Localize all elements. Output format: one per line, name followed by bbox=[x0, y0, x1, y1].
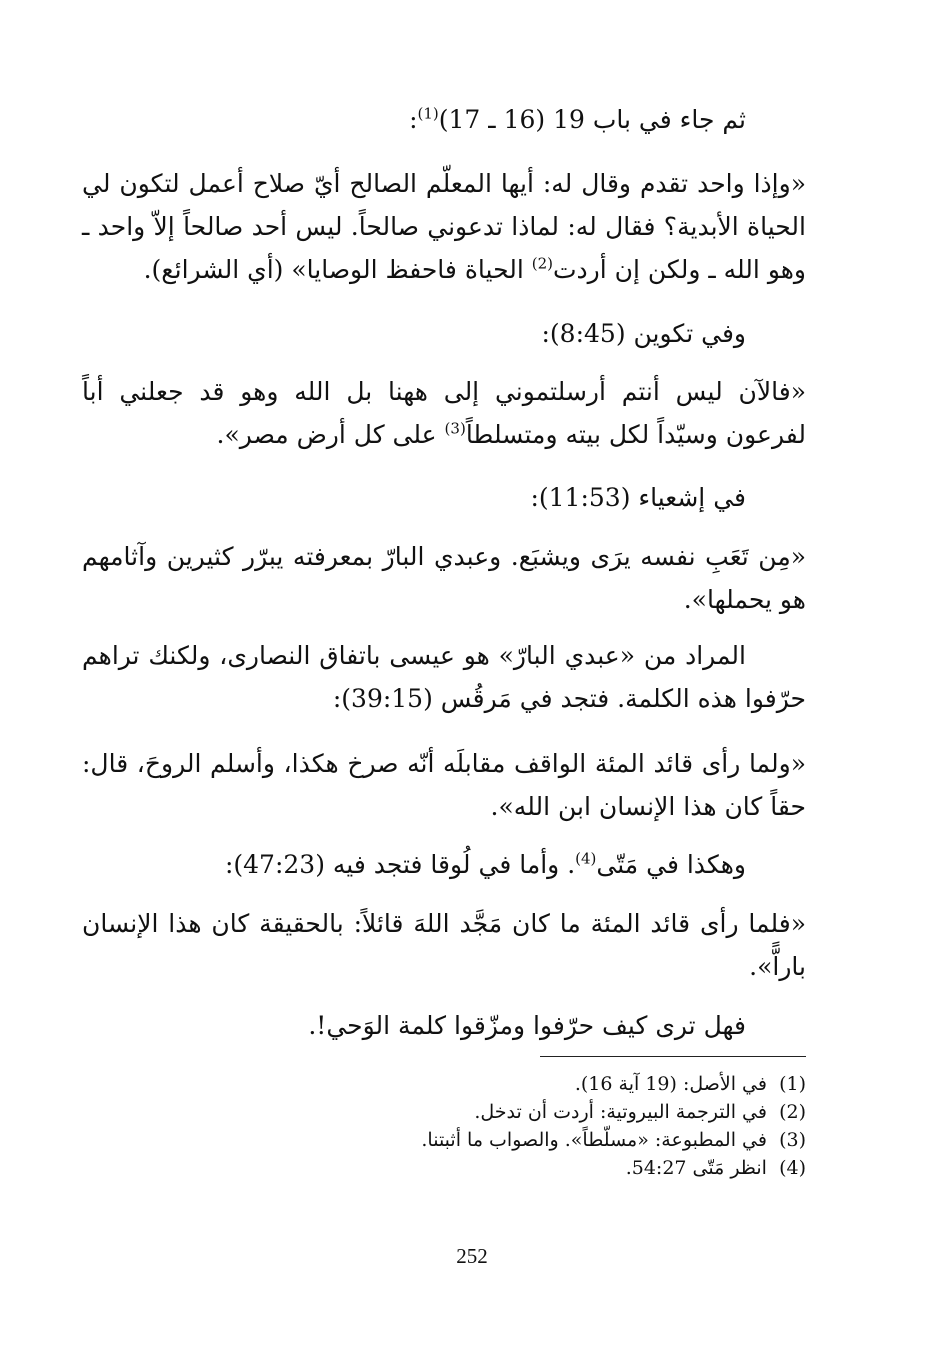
paragraph-isaiah: في إشعياء (11:53): bbox=[530, 483, 746, 512]
quote-paragraph-4: «ولما رأى قائد المئة الواقف مقابلَه أنّه صرخ هكذا، وأسلم الروحَ، قال: حقاً كان هذا الإنسان ابن الله». bbox=[82, 749, 806, 821]
quote-paragraph-5: «فلما رأى قائد المئة ما كان مَجَّد اللهَ قائلاً: بالحقيقة كان هذا الإنسان باراًّ». bbox=[82, 909, 806, 981]
footnotes bbox=[300, 1070, 806, 1182]
footnote-4: (4) انظر مَتّى 54:27. bbox=[625, 1157, 806, 1179]
footnote-2: (2) في الترجمة البيروتية: أردت أن تدخل. bbox=[474, 1101, 806, 1123]
footnote-separator bbox=[540, 1056, 806, 1057]
footnote-3: (3) في المطبوعة: «مسلّطاً». والصواب ما أثبتنا. bbox=[421, 1129, 806, 1151]
quote-paragraph-2: «فالآن ليس أنتم أرسلتموني إلى ههنا بل الله وهو قد جعلني أباً لفرعون وسيّداً لكل بيته ومتسلطاً$^{(3)}$ على كل أرض مصر». bbox=[82, 377, 806, 449]
paragraph-1: ثم جاء في باب 19 (16 ـ 17)$^{(1)}$: bbox=[409, 104, 746, 134]
page-number: 252 bbox=[456, 1244, 488, 1268]
paragraph-commentary: المراد من «عبدي البارّ» هو عيسى باتفاق النصارى، ولكنك تراهم حرّفوا هذه الكلمة. فتجد في مَرقُس (39:15): bbox=[82, 641, 806, 713]
paragraph-conclusion: فهل ترى كيف حرّفوا ومزّقوا كلمة الوَحي!. bbox=[308, 1011, 746, 1040]
paragraph-matthew-luke: وهكذا في مَتّى$^{(4)}$. وأما في لُوقا فتجد فيه (47:23): bbox=[224, 849, 746, 879]
footnote-ref-1: (1) bbox=[417, 104, 439, 123]
footnote-1: (1) في الأصل: (19 آية 16). bbox=[574, 1073, 806, 1095]
footnote-ref-4: (4) bbox=[575, 849, 597, 868]
quote-paragraph-1: «وإذا واحد تقدم وقال له: أيها المعلّم الصالح أيّ صلاح أعمل لتكون لي الحياة الأبدية؟ فقال له: لماذا تدعوني صالحاً. ليس أحد صالحاً إلاّ واحد ـ وهو الله ـ ولكن إن أردت$^{(2)}$ الحياة فاحفظ الوصايا» (أي الشرائع). bbox=[82, 169, 806, 284]
footnote-ref-2: (2) bbox=[531, 254, 553, 273]
quote-paragraph-3: «مِن تَعَبِ نفسه يرَى ويشبَع. وعبدي البارّ بمعرفته يبرّر كثيرين وآثامهم هو يحملها». bbox=[82, 542, 806, 614]
paragraph-genesis: وفي تكوين (8:45): bbox=[541, 319, 746, 348]
footnote-ref-3: (3) bbox=[444, 419, 466, 438]
